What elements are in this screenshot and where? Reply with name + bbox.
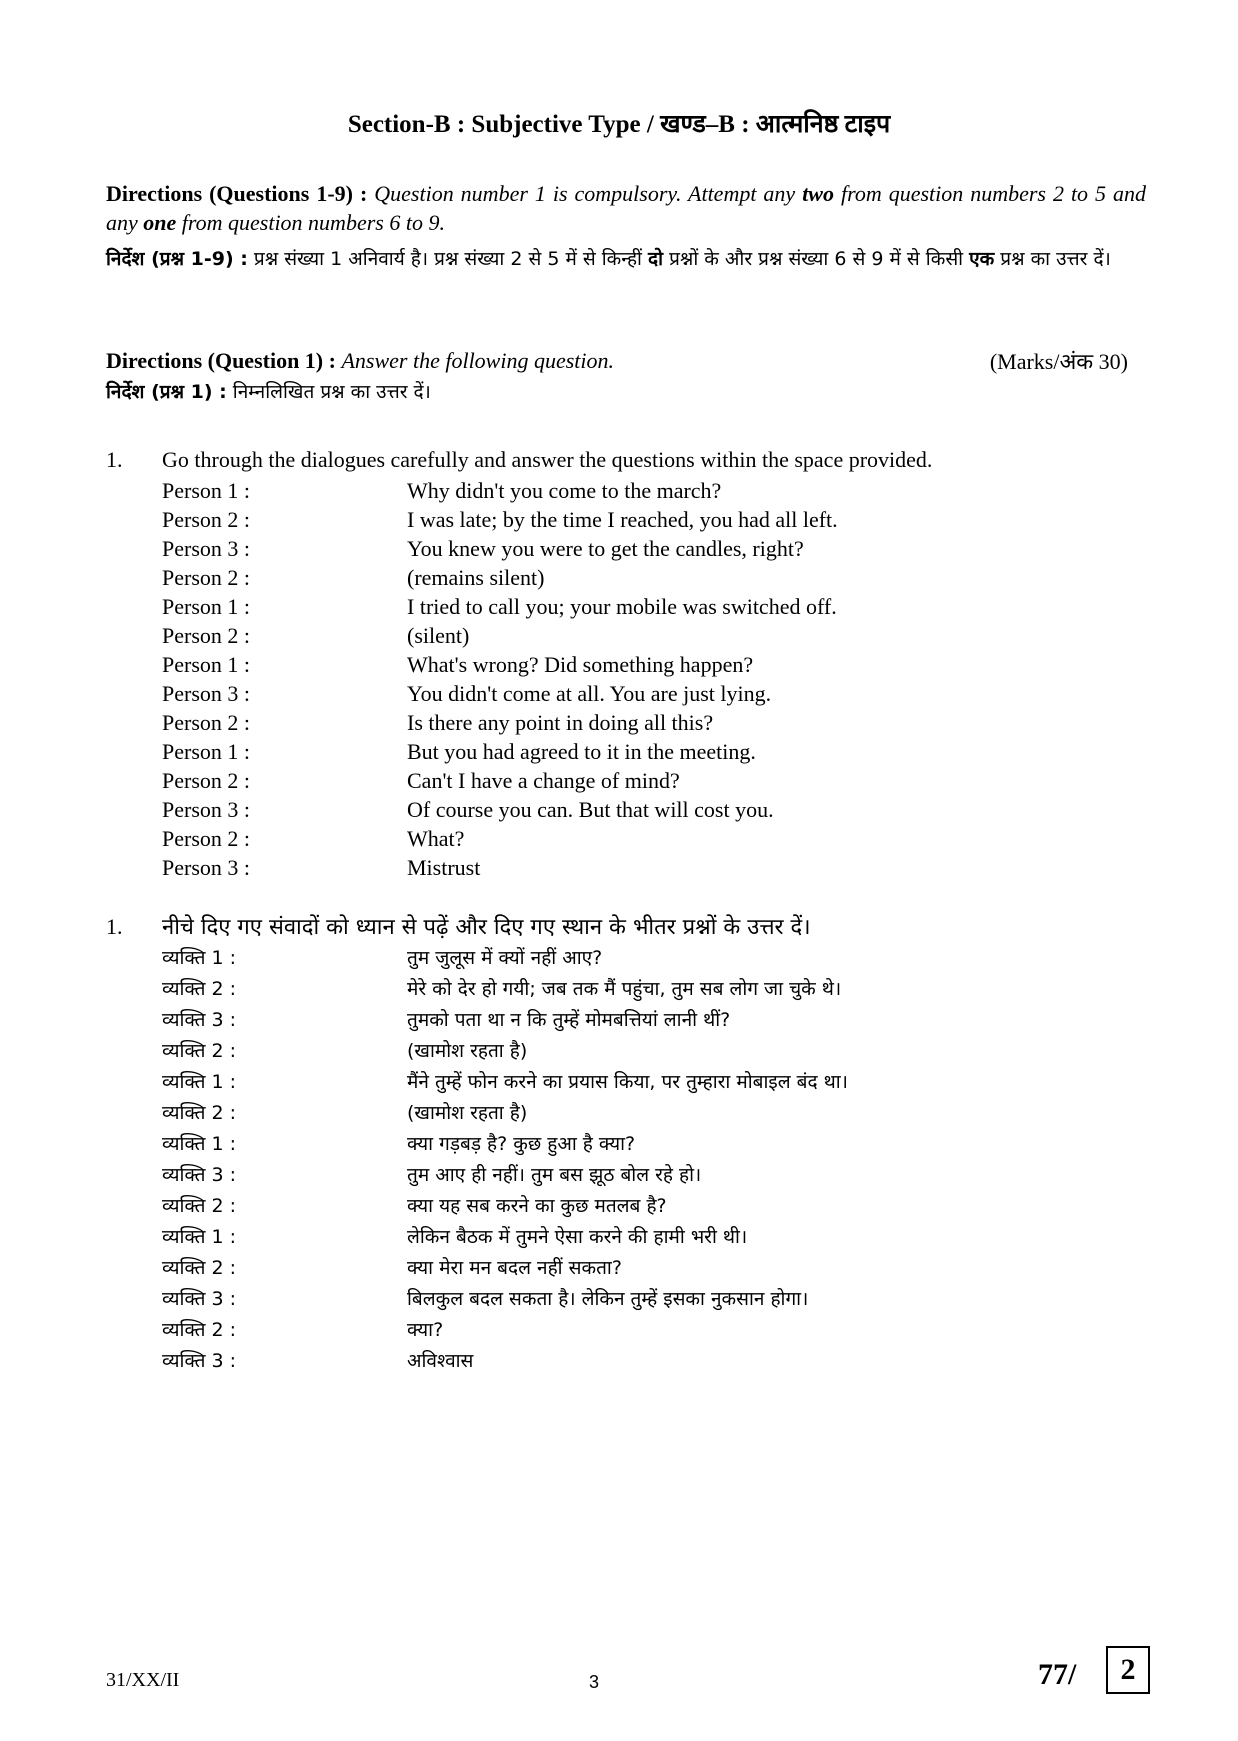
dialogue-text: क्या मेरा मन बदल नहीं सकता? — [407, 1257, 622, 1279]
speaker-label: व्यक्ति 3 : — [162, 1288, 237, 1310]
booklet-box-number: 2 — [1106, 1646, 1150, 1694]
dialogue-text: तुम आए ही नहीं। तुम बस झूठ बोल रहे हो। — [407, 1164, 702, 1186]
dialogue-text: Of course you can. But that will cost you. — [407, 797, 774, 822]
speaker-label: Person 3 : — [162, 681, 250, 706]
directions-emphasis: one — [143, 210, 177, 235]
speaker-label: व्यक्ति 2 : — [162, 1257, 237, 1279]
speaker-label: Person 1 : — [162, 594, 250, 619]
dialogue-text: अविश्वास — [407, 1350, 474, 1372]
speaker-label: Person 2 : — [162, 710, 250, 735]
dialogue-line — [162, 679, 838, 708]
dialogue-text: What's wrong? Did something happen? — [407, 652, 754, 677]
directions-emphasis: दो — [648, 248, 664, 270]
speaker-label: Person 2 : — [162, 623, 250, 648]
speaker-label: व्यक्ति 3 : — [162, 1164, 237, 1186]
section-title: Section-B : Subjective Type / खण्ड–B : आत्मनिष्ठ टाइप — [347, 111, 891, 138]
dialogue-line — [162, 621, 838, 650]
speaker-label: व्यक्ति 2 : — [162, 1102, 237, 1124]
directions-label: Directions (Questions 1-9) : — [106, 181, 368, 206]
dialogue-line — [162, 1315, 848, 1346]
directions-emphasis: two — [802, 181, 834, 206]
speaker-label: व्यक्ति 1 : — [162, 947, 237, 969]
speaker-label: व्यक्ति 2 : — [162, 1195, 237, 1217]
dialogue-line — [162, 853, 838, 882]
directions-label: Directions (Question 1) : — [106, 348, 336, 373]
speaker-label: Person 2 : — [162, 768, 250, 793]
speaker-label: Person 2 : — [162, 565, 250, 590]
dialogue-line — [162, 592, 838, 621]
directions-1-hindi — [106, 377, 906, 408]
speaker-label: Person 1 : — [162, 478, 250, 503]
dialogue-line — [162, 563, 838, 592]
dialogue-text: क्या यह सब करने का कुछ मतलब है? — [407, 1195, 667, 1217]
dialogue-line — [162, 650, 838, 679]
dialogue-text: I was late; by the time I reached, you had all left. — [407, 507, 838, 532]
speaker-label: Person 2 : — [162, 507, 250, 532]
speaker-label: Person 1 : — [162, 739, 250, 764]
speaker-label: व्यक्ति 2 : — [162, 1319, 237, 1341]
dialogue-line — [162, 1191, 848, 1222]
directions-text: from question numbers 2 to 5 and any — [106, 181, 1147, 235]
directions-1-9-hindi — [106, 244, 1146, 275]
speaker-label: Person 2 : — [162, 826, 250, 851]
dialogue-line — [162, 1036, 848, 1067]
dialogue-line — [162, 1346, 848, 1377]
speaker-label: Person 3 : — [162, 797, 250, 822]
dialogue-text: बिलकुल बदल सकता है। लेकिन तुम्हें इसका नुकसान होगा। — [407, 1288, 809, 1310]
dialogue-line — [162, 1005, 848, 1036]
directions-text: Question number 1 is compulsory. Attempt any — [374, 181, 796, 206]
dialogue-text: Is there any point in doing all this? — [407, 710, 714, 735]
dialogue-line — [162, 824, 838, 853]
dialogue-text: You didn't come at all. You are just lying. — [407, 681, 772, 706]
directions-emphasis: एक — [969, 248, 995, 270]
question-number-hindi: 1. — [106, 914, 123, 939]
speaker-label: व्यक्ति 1 : — [162, 1071, 237, 1093]
dialogue-line — [162, 1098, 848, 1129]
directions-text: from question numbers 6 to 9. — [181, 210, 445, 235]
dialogue-line — [162, 1067, 848, 1098]
dialogue-text: You knew you were to get the candles, right? — [407, 536, 804, 561]
question-intro: Go through the dialogues carefully and answer the questions within the space provided. — [162, 447, 933, 472]
marks-label: (Marks/अंक 30) — [989, 349, 1128, 374]
directions-1-9-english — [106, 179, 1146, 237]
dialogue-line — [162, 534, 838, 563]
dialogue-line — [162, 505, 838, 534]
speaker-label: व्यक्ति 2 : — [162, 978, 237, 1000]
dialogue-line — [162, 795, 838, 824]
directions-text: Answer the following question. — [341, 348, 615, 373]
dialogue-line — [162, 943, 848, 974]
directions-label: निर्देश (प्रश्न 1-9) : — [106, 248, 248, 270]
directions-text: प्रश्न संख्या 1 अनिवार्य है। प्रश्न संख्या 2 से 5 में से किन्हीं — [253, 248, 642, 270]
speaker-label: Person 3 : — [162, 855, 250, 880]
dialogue-text: मेरे को देर हो गयी; जब तक मैं पहुंचा, तुम सब लोग जा चुके थे। — [407, 978, 842, 1000]
directions-text: प्रश्न का उत्तर दें। — [1000, 248, 1111, 270]
speaker-label: व्यक्ति 3 : — [162, 1350, 237, 1372]
speaker-label: Person 3 : — [162, 536, 250, 561]
dialogue-text: क्या गड़बड़ है? कुछ हुआ है क्या? — [407, 1133, 636, 1155]
dialogue-line — [162, 708, 838, 737]
dialogue-line — [162, 766, 838, 795]
dialogue-line — [162, 1222, 848, 1253]
dialogue-text: (remains silent) — [407, 565, 545, 590]
dialogue-text: (खामोश रहता है) — [407, 1102, 528, 1124]
dialogue-english — [162, 476, 838, 882]
dialogue-line — [162, 1160, 848, 1191]
dialogue-text: (silent) — [407, 623, 470, 648]
speaker-label: व्यक्ति 1 : — [162, 1226, 237, 1248]
directions-text: निम्नलिखित प्रश्न का उत्तर दें। — [232, 381, 431, 403]
speaker-label: व्यक्ति 3 : — [162, 1009, 237, 1031]
dialogue-text: तुम जुलूस में क्यों नहीं आए? — [407, 947, 603, 969]
dialogue-text: लेकिन बैठक में तुमने ऐसा करने की हामी भरी थी। — [407, 1226, 748, 1248]
dialogue-line — [162, 737, 838, 766]
dialogue-text: But you had agreed to it in the meeting. — [407, 739, 756, 764]
question-intro-hindi: नीचे दिए गए संवादों को ध्यान से पढ़ें और दिए गए स्थान के भीतर प्रश्नों के उत्तर दें। — [162, 915, 811, 940]
dialogue-text: Why didn't you come to the march? — [407, 478, 722, 503]
question-number: 1. — [106, 447, 123, 472]
dialogue-line — [162, 1129, 848, 1160]
page-number: 3 — [589, 1672, 600, 1692]
dialogue-line — [162, 476, 838, 505]
speaker-label: व्यक्ति 2 : — [162, 1040, 237, 1062]
dialogue-hindi — [162, 943, 848, 1377]
dialogue-line — [162, 1284, 848, 1315]
dialogue-text: I tried to call you; your mobile was switched off. — [407, 594, 837, 619]
dialogue-line — [162, 974, 848, 1005]
dialogue-line — [162, 1253, 848, 1284]
speaker-label: Person 1 : — [162, 652, 250, 677]
dialogue-text: (खामोश रहता है) — [407, 1040, 528, 1062]
directions-1-english — [106, 346, 906, 375]
directions-label: निर्देश (प्रश्न 1) : — [106, 381, 227, 403]
speaker-label: व्यक्ति 1 : — [162, 1133, 237, 1155]
paper-code: 31/XX/II — [106, 1669, 180, 1691]
dialogue-text: तुमको पता था न कि तुम्हें मोमबत्तियां लानी थीं? — [407, 1009, 731, 1031]
booklet-ref: 77/ — [1038, 1658, 1077, 1691]
dialogue-text: क्या? — [407, 1319, 444, 1341]
dialogue-text: What? — [407, 826, 465, 851]
dialogue-text: Mistrust — [407, 855, 481, 880]
dialogue-text: मैंने तुम्हें फोन करने का प्रयास किया, पर तुम्हारा मोबाइल बंद था। — [407, 1071, 848, 1093]
directions-text: प्रश्नों के और प्रश्न संख्या 6 से 9 में से किसी — [669, 248, 964, 270]
dialogue-text: Can't I have a change of mind? — [407, 768, 680, 793]
